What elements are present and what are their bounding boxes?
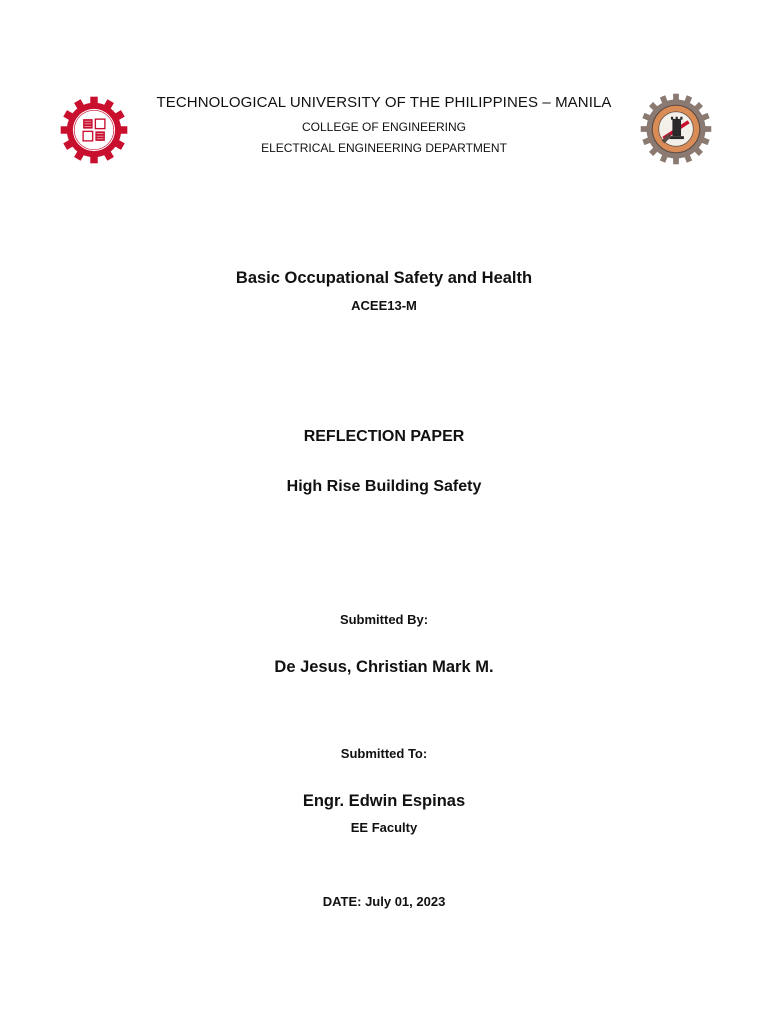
course-title: Basic Occupational Safety and Health xyxy=(235,269,533,287)
submission-date: DATE: July 01, 2023 xyxy=(322,894,446,909)
college-name: COLLEGE OF ENGINEERING xyxy=(301,120,467,134)
paper-topic: High Rise Building Safety xyxy=(286,478,482,495)
submitted-to-label: Submitted To: xyxy=(340,746,428,761)
instructor-title: EE Faculty xyxy=(350,820,418,835)
instructor-name: Engr. Edwin Espinas xyxy=(302,792,466,810)
submitted-by-label: Submitted By: xyxy=(339,612,429,627)
university-name: TECHNOLOGICAL UNIVERSITY OF THE PHILIPPINES – MANILA xyxy=(156,94,612,111)
department-name: ELECTRICAL ENGINEERING DEPARTMENT xyxy=(261,141,507,155)
student-name: De Jesus, Christian Mark M. xyxy=(274,658,494,676)
paper-type: REFLECTION PAPER xyxy=(303,428,465,445)
course-code: ACEE13-M xyxy=(351,298,417,313)
